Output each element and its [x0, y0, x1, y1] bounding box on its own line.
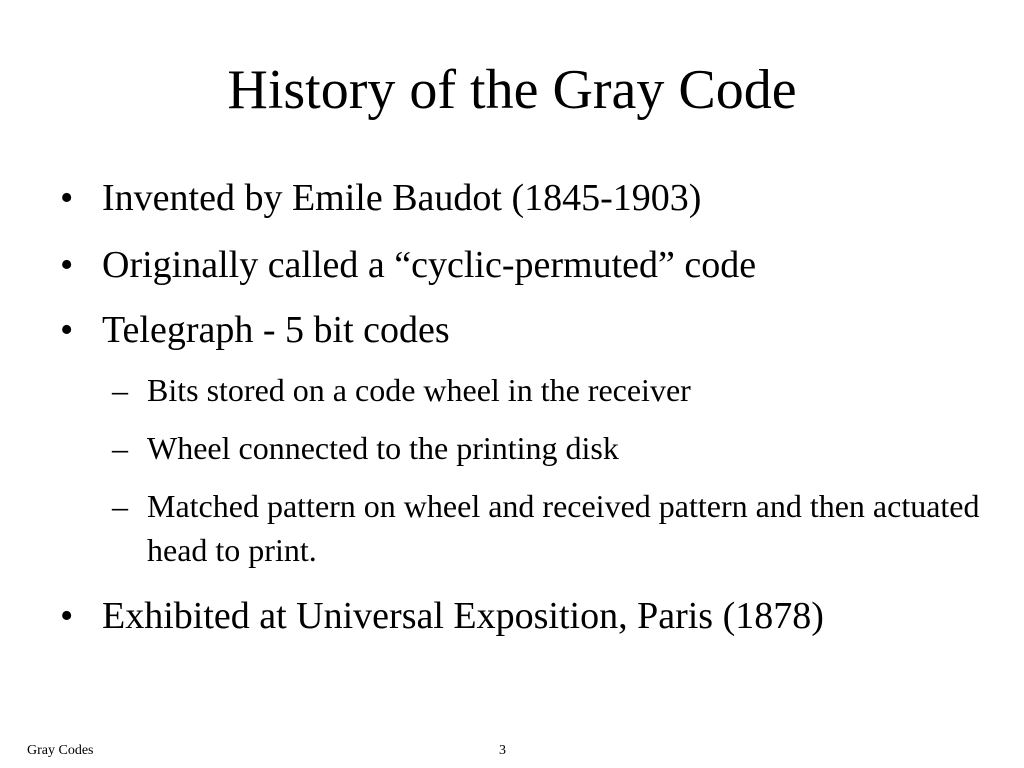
bullet-marker: • — [60, 309, 74, 351]
sub-bullet-text: Bits stored on a code wheel in the receiver — [147, 372, 691, 408]
sub-bullet-marker: – — [112, 430, 128, 466]
sub-bullet-marker: – — [112, 372, 128, 408]
bullet-item — [60, 594, 824, 638]
slide-title: History of the Gray Code — [227, 59, 797, 121]
footer-title: Gray Codes — [27, 743, 94, 758]
bullet-text: Invented by Emile Baudot (1845-1903) — [102, 177, 702, 219]
sub-bullet-marker: – — [112, 488, 128, 524]
sub-bullet-item — [112, 368, 997, 412]
bullet-text: Originally called a “cyclic-permuted” code — [102, 244, 757, 286]
sub-bullet-text: Wheel connected to the printing disk — [147, 430, 619, 466]
bullet-item — [60, 308, 450, 352]
bullet-marker: • — [60, 244, 74, 286]
sub-bullet-text: Matched pattern on wheel and received pattern and then actuated head to print. — [147, 488, 980, 568]
bullet-item — [60, 243, 756, 287]
sub-bullet-item — [112, 426, 997, 470]
bullet-text: Exhibited at Universal Exposition, Paris (1878) — [102, 595, 824, 637]
bullet-text: Telegraph - 5 bit codes — [102, 309, 450, 351]
bullet-marker: • — [60, 595, 74, 637]
bullet-item — [60, 176, 701, 220]
page-number: 3 — [499, 743, 506, 758]
sub-bullet-item — [112, 484, 997, 572]
bullet-marker: • — [60, 177, 74, 219]
